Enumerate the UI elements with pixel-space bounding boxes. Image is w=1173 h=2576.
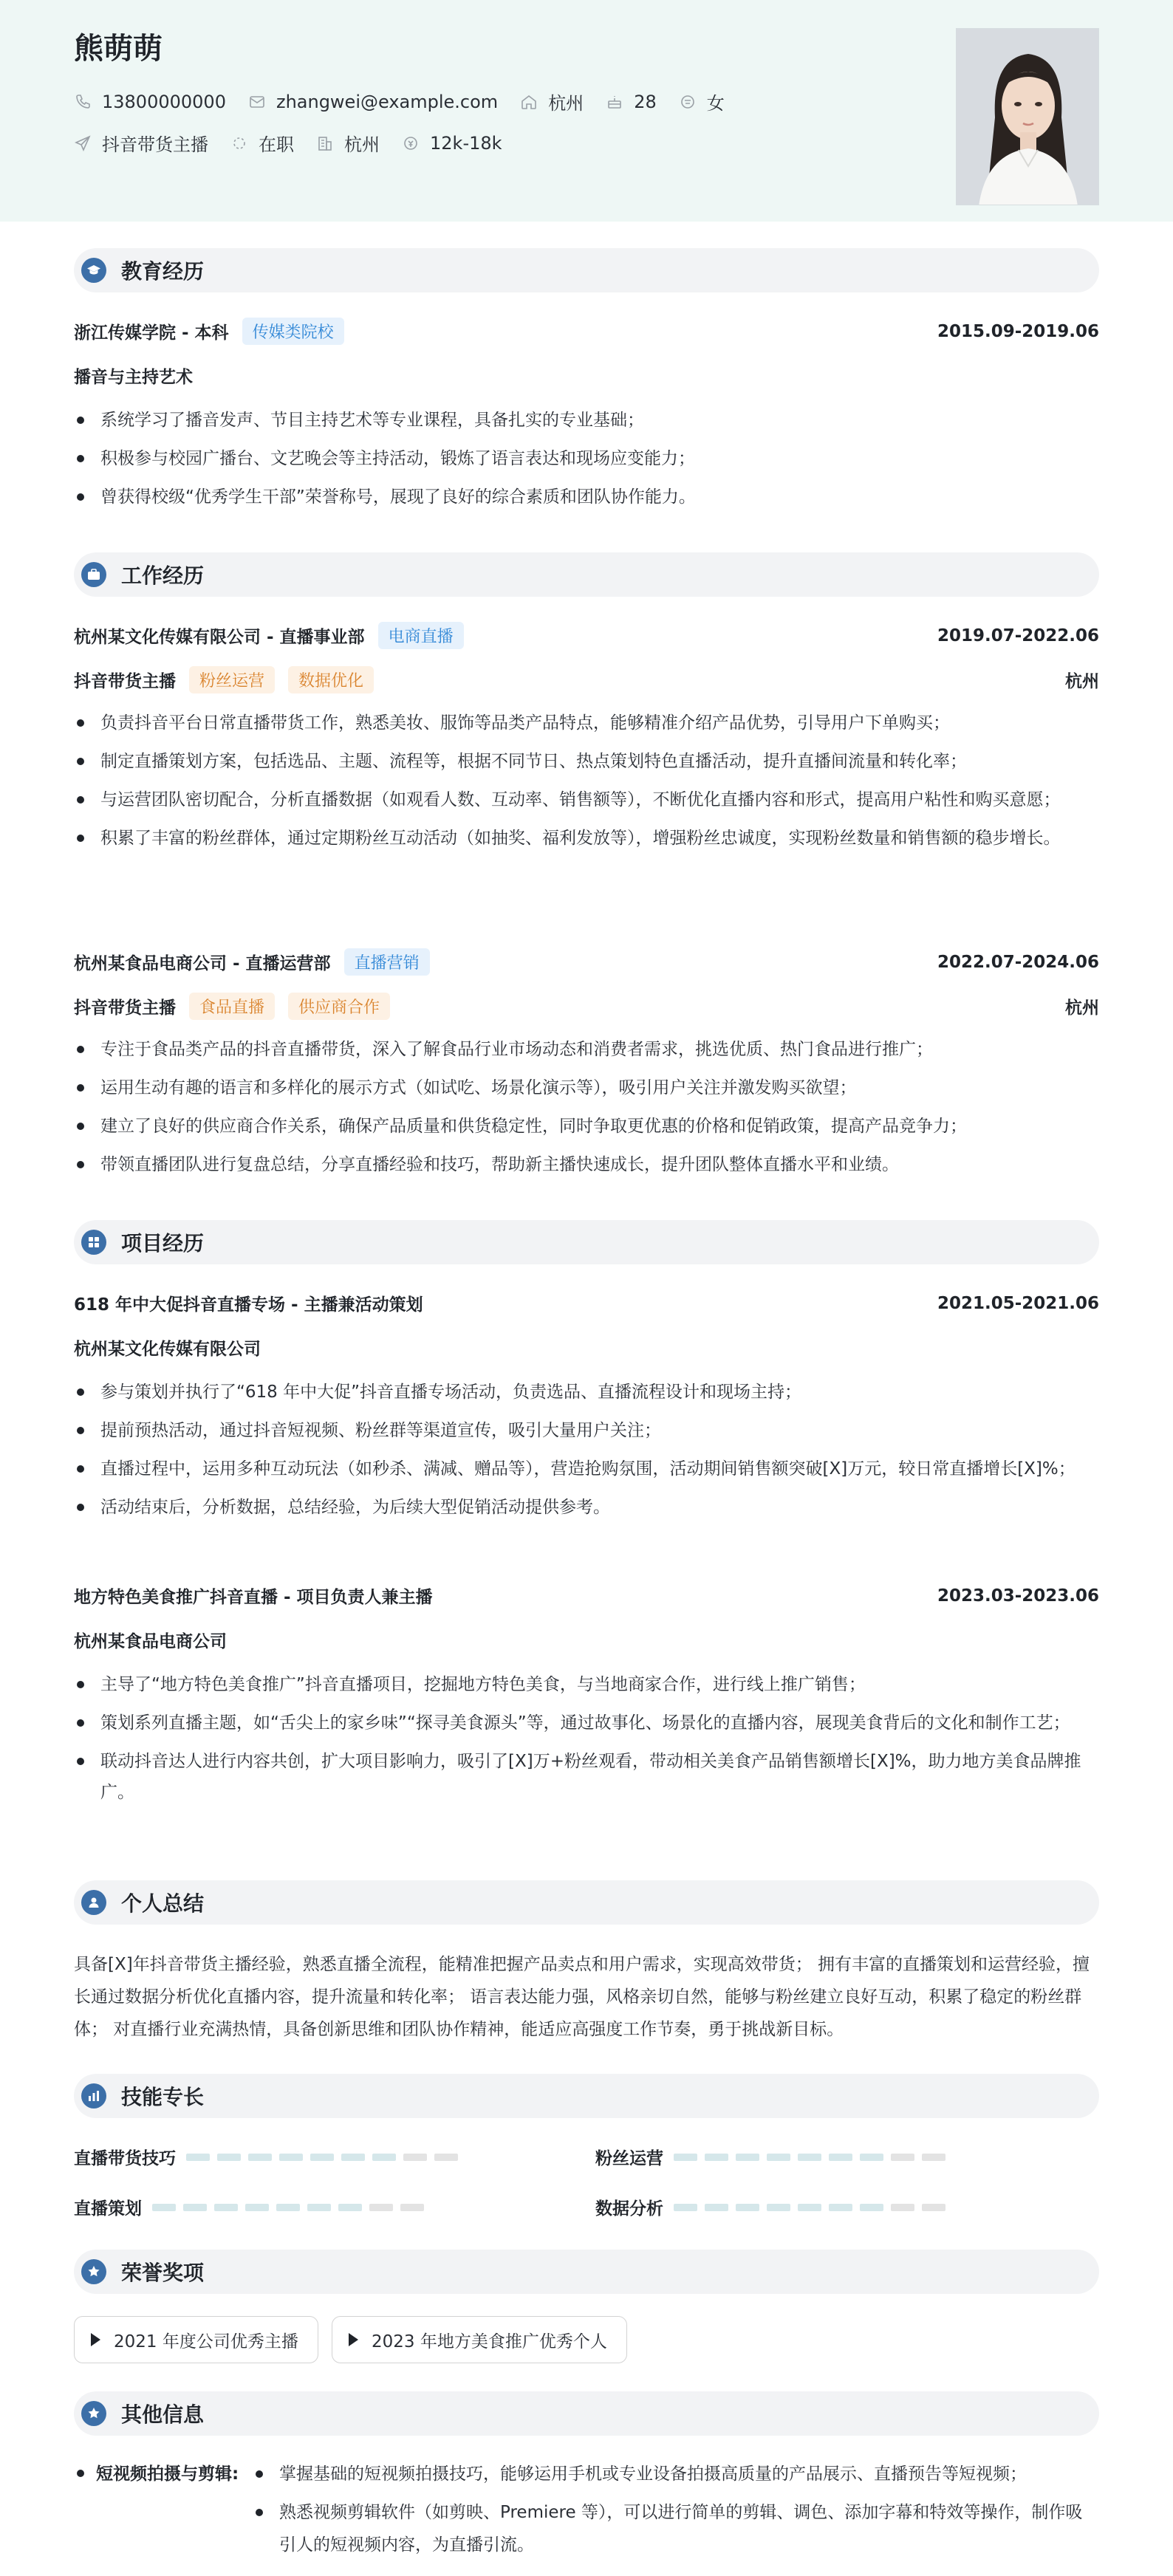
education-bullets — [74, 405, 1099, 520]
graduation-cap-icon — [81, 258, 106, 283]
skill-segment-filled — [705, 2154, 728, 2161]
company-name: 杭州某食品电商公司 - 直播运营部 — [74, 954, 331, 973]
education-row — [74, 318, 1099, 345]
work-city: 杭州 — [1065, 998, 1099, 1018]
grid-icon — [81, 1230, 106, 1255]
work-city-item — [316, 130, 380, 156]
major-row — [74, 363, 1099, 388]
work-date: 2022.07-2024.06 — [937, 952, 1099, 972]
school-name: 浙江传媒学院 - 本科 — [74, 323, 229, 343]
skill-name: 粉丝运营 — [595, 2149, 663, 2168]
award-text: 2021 年度公司优秀主播 — [114, 2332, 298, 2351]
list-item: 参与策划并执行了“618 年中大促”抖音直播专场活动，负责选品、直播流程设计和现场主持； — [74, 1377, 1099, 1408]
skill-segment-empty — [403, 2154, 427, 2161]
skill-item — [595, 2195, 953, 2219]
job-row — [74, 130, 524, 156]
project-title-row — [74, 1291, 1099, 1315]
skill-segment-filled — [736, 2204, 759, 2211]
skill-segment-filled — [279, 2154, 303, 2161]
resume-header — [0, 0, 1173, 222]
skill-segment-empty — [891, 2154, 914, 2161]
section-title-summary: 个人总结 — [121, 1891, 205, 1916]
info-icon — [81, 2401, 106, 2426]
status-item — [230, 130, 294, 156]
salary-item — [402, 133, 502, 154]
skill-segment-filled — [341, 2154, 365, 2161]
job-target-text: 抖音带货主播 — [102, 134, 208, 155]
summary-text: 具备[X]年抖音带货主播经验，熟悉直播全流程，能精准把握产品卖点和用户需求，实现高效带货； 拥有丰富的直播策划和运营经验，擅长通过数据分析优化直播内容，提升流量和转化率； 语言表达能力强，风格亲切自然，能够与粉丝建立良好互动，积累了稳定的粉丝群体； 对直播行业充满热情，具备创新思维和团队协作精神，能适应高强度工作节奏，勇于挑战新目标。 — [74, 1955, 1090, 2039]
list-item: 与运营团队密切配合，分析直播数据（如观看人数、互动率、销售额等），不断优化直播内容和形式，提高用户粘性和购买意愿； — [74, 784, 1099, 815]
skill-level-bar — [674, 2154, 953, 2161]
work-company-row — [74, 948, 1099, 976]
section-title-awards: 荣誉奖项 — [121, 2261, 205, 2285]
list-item: 熟悉视频剪辑软件（如剪映、Premiere 等），可以进行简单的剪辑、调色、添加字幕和特效等操作，制作吸引人的短视频内容，为直播引流。 — [253, 2496, 1099, 2561]
skill-segment-filled — [245, 2204, 269, 2211]
section-header-summary — [74, 1880, 1099, 1925]
skill-level-bar — [674, 2204, 953, 2211]
section-title-skills: 技能专长 — [121, 2085, 205, 2109]
role-tag: 粉丝运营 — [189, 666, 275, 693]
skill-item — [595, 2145, 953, 2169]
skill-segment-filled — [183, 2204, 207, 2211]
age-text: 28 — [634, 91, 657, 112]
list-item: 联动抖音达人进行内容共创，扩大项目影响力，吸引了[X]万+粉丝观看，带动相关美食产品销售额增长[X]%，助力地方美食品牌推广。 — [74, 1746, 1099, 1808]
company-tag: 直播营销 — [344, 948, 430, 976]
phone-icon — [74, 93, 92, 111]
hometown-item — [520, 89, 584, 114]
chart-icon — [81, 2083, 106, 2109]
skill-segment-filled — [860, 2204, 883, 2211]
skill-segment-filled — [217, 2154, 241, 2161]
mail-icon — [248, 93, 266, 111]
skill-segment-filled — [829, 2204, 852, 2211]
coin-icon — [402, 134, 420, 152]
project-bullets — [74, 1669, 1099, 1815]
list-item: 带领直播团队进行复盘总结，分享直播经验和技巧，帮助新主播快速成长，提升团队整体直播水平和业绩。 — [74, 1149, 1099, 1180]
list-item: 主导了“地方特色美食推广”抖音直播项目，挖掘地方特色美食，与当地商家合作，进行线上推广销售； — [74, 1669, 1099, 1700]
work-company-row — [74, 622, 1099, 649]
work-date: 2019.07-2022.06 — [937, 626, 1099, 645]
section-title-education: 教育经历 — [121, 259, 205, 284]
job-target-item — [74, 130, 208, 156]
skill-segment-filled — [338, 2204, 362, 2211]
list-item: 活动结束后，分析数据，总结经验，为后续大型促销活动提供参考。 — [74, 1492, 1099, 1523]
section-header-awards — [74, 2250, 1099, 2294]
skill-item — [74, 2195, 431, 2219]
school-tag: 传媒类院校 — [242, 318, 344, 345]
work-bullets — [74, 708, 1099, 861]
project-bullets — [74, 1377, 1099, 1530]
skill-segment-empty — [891, 2204, 914, 2211]
age-item — [606, 92, 657, 112]
candidate-name: 熊萌萌 — [74, 32, 163, 66]
award-icon — [81, 2259, 106, 2284]
contact-row — [74, 89, 747, 114]
skill-segment-filled — [248, 2154, 272, 2161]
skill-segment-filled — [767, 2204, 790, 2211]
work-role-row — [74, 993, 1099, 1020]
education-date: 2015.09-2019.06 — [937, 321, 1099, 341]
skill-segment-filled — [767, 2154, 790, 2161]
project-title: 地方特色美食推广抖音直播 - 项目负责人兼主播 — [74, 1588, 433, 1607]
project-date: 2021.05-2021.06 — [937, 1293, 1099, 1313]
section-header-projects — [74, 1220, 1099, 1264]
award-text: 2023 年地方美食推广优秀个人 — [372, 2332, 607, 2351]
loading-icon — [230, 134, 248, 152]
list-item: 系统学习了播音发声、节目主持艺术等专业课程，具备扎实的专业基础； — [74, 405, 1099, 436]
section-title-projects: 项目经历 — [121, 1231, 205, 1256]
section-header-skills — [74, 2074, 1099, 2118]
skill-level-bar — [186, 2154, 465, 2161]
project-org: 杭州某食品电商公司 — [74, 1632, 227, 1651]
home-icon — [520, 93, 538, 111]
section-title-other: 其他信息 — [121, 2402, 205, 2427]
skill-segment-empty — [434, 2154, 458, 2161]
list-item: 制定直播策划方案，包括选品、主题、流程等，根据不同节日、热点策划特色直播活动，提升直播间流量和转化率； — [74, 746, 1099, 777]
award-chip — [74, 2316, 318, 2363]
building-icon — [316, 134, 334, 152]
skill-segment-filled — [705, 2204, 728, 2211]
hometown-text: 杭州 — [548, 93, 584, 114]
project-date: 2023.03-2023.06 — [937, 1586, 1099, 1606]
project-title: 618 年中大促抖音直播专场 - 主播兼活动策划 — [74, 1295, 423, 1315]
role-name: 抖音带货主播 — [74, 998, 176, 1018]
role-tag: 数据优化 — [288, 666, 374, 693]
gender-item — [679, 89, 725, 114]
section-title-work: 工作经历 — [121, 564, 205, 588]
skill-level-bar — [152, 2204, 431, 2211]
project-org-row — [74, 1628, 1099, 1652]
work-bullets — [74, 1034, 1099, 1188]
skill-segment-empty — [369, 2204, 393, 2211]
salary-text: 12k-18k — [430, 132, 502, 154]
skill-name: 数据分析 — [595, 2199, 663, 2219]
skill-segment-empty — [400, 2204, 424, 2211]
project-org-row — [74, 1335, 1099, 1360]
skill-name: 直播带货技巧 — [74, 2149, 176, 2168]
skill-segment-filled — [214, 2204, 238, 2211]
skill-segment-filled — [798, 2204, 821, 2211]
list-item: 策划系列直播主题，如“舌尖上的家乡味”“探寻美食源头”等，通过故事化、场景化的直播内容，展现美食背后的文化和制作工艺； — [74, 1707, 1099, 1739]
other-list — [253, 2458, 1099, 2567]
project-org: 杭州某文化传媒有限公司 — [74, 1340, 261, 1359]
role-tag: 食品直播 — [189, 993, 275, 1020]
email-item — [248, 92, 498, 112]
work-city: 杭州 — [1065, 672, 1099, 691]
gender-text: 女 — [706, 93, 725, 114]
play-icon — [349, 2333, 358, 2346]
skill-segment-filled — [674, 2154, 697, 2161]
skill-segment-filled — [152, 2204, 176, 2211]
work-city-text: 杭州 — [344, 134, 380, 155]
skill-segment-filled — [186, 2154, 210, 2161]
skill-segment-filled — [310, 2154, 334, 2161]
send-icon — [74, 134, 92, 152]
project-title-row — [74, 1583, 1099, 1608]
skill-name: 直播策划 — [74, 2199, 142, 2219]
list-item: 负责抖音平台日常直播带货工作，熟悉美妆、服饰等品类产品特点，能够精准介绍产品优势，引导用户下单购买； — [74, 708, 1099, 739]
skill-segment-filled — [276, 2204, 300, 2211]
skill-segment-filled — [829, 2154, 852, 2161]
major-name: 播音与主持艺术 — [74, 368, 193, 387]
role-name: 抖音带货主播 — [74, 672, 176, 691]
other-label: 短视频拍摄与剪辑: — [96, 2464, 239, 2484]
list-item: 专注于食品类产品的抖音直播带货，深入了解食品行业市场动态和消费者需求，挑选优质、热门食品进行推广； — [74, 1034, 1099, 1065]
section-header-other — [74, 2391, 1099, 2436]
gender-icon — [679, 93, 697, 111]
skill-item — [74, 2145, 465, 2169]
skill-segment-filled — [307, 2204, 331, 2211]
profile-photo — [956, 28, 1099, 205]
list-item: 建立了良好的供应商合作关系，确保产品质量和供货稳定性，同时争取更优惠的价格和促销政策，提高产品竞争力； — [74, 1111, 1099, 1142]
list-item: 运用生动有趣的语言和多样化的展示方式（如试吃、场景化演示等），吸引用户关注并激发购买欲望； — [74, 1072, 1099, 1103]
list-item: 掌握基础的短视频拍摄技巧，能够运用手机或专业设备拍摄高质量的产品展示、直播预告等短视频； — [253, 2458, 1099, 2490]
section-header-education — [74, 248, 1099, 292]
list-item: 积累了丰富的粉丝群体，通过定期粉丝互动活动（如抽奖、福利发放等），增强粉丝忠诚度，实现粉丝数量和销售额的稳步增长。 — [74, 823, 1099, 854]
list-item: 直播过程中，运用多种互动玩法（如秒杀、满减、赠品等），营造抢购氛围，活动期间销售额突破[X]万元，较日常直播增长[X]%； — [74, 1453, 1099, 1484]
list-item: 积极参与校园广播台、文艺晚会等主持活动，锻炼了语言表达和现场应变能力； — [74, 443, 1099, 474]
skill-segment-filled — [860, 2154, 883, 2161]
bullet-dot — [77, 2470, 84, 2477]
company-tag: 电商直播 — [378, 622, 464, 649]
role-tag: 供应商合作 — [288, 993, 390, 1020]
phone-text: 13800000000 — [102, 91, 226, 112]
skill-segment-empty — [922, 2154, 945, 2161]
phone-item — [74, 92, 226, 112]
list-item: 曾获得校级“优秀学生干部”荣誉称号，展现了良好的综合素质和团队协作能力。 — [74, 482, 1099, 513]
work-role-row — [74, 666, 1099, 693]
skill-segment-filled — [736, 2154, 759, 2161]
list-item: 提前预热活动，通过抖音短视频、粉丝群等渠道宣传，吸引大量用户关注； — [74, 1415, 1099, 1446]
section-header-work — [74, 552, 1099, 597]
status-text: 在职 — [259, 134, 294, 155]
user-icon — [81, 1890, 106, 1915]
award-chip — [332, 2316, 627, 2363]
email-text: zhangwei@example.com — [276, 91, 499, 112]
skill-segment-filled — [798, 2154, 821, 2161]
play-icon — [91, 2333, 100, 2346]
skill-segment-empty — [922, 2204, 945, 2211]
cake-icon — [606, 93, 623, 111]
company-name: 杭州某文化传媒有限公司 - 直播事业部 — [74, 628, 365, 647]
briefcase-icon — [81, 562, 106, 587]
skill-segment-filled — [372, 2154, 396, 2161]
skill-segment-filled — [674, 2204, 697, 2211]
